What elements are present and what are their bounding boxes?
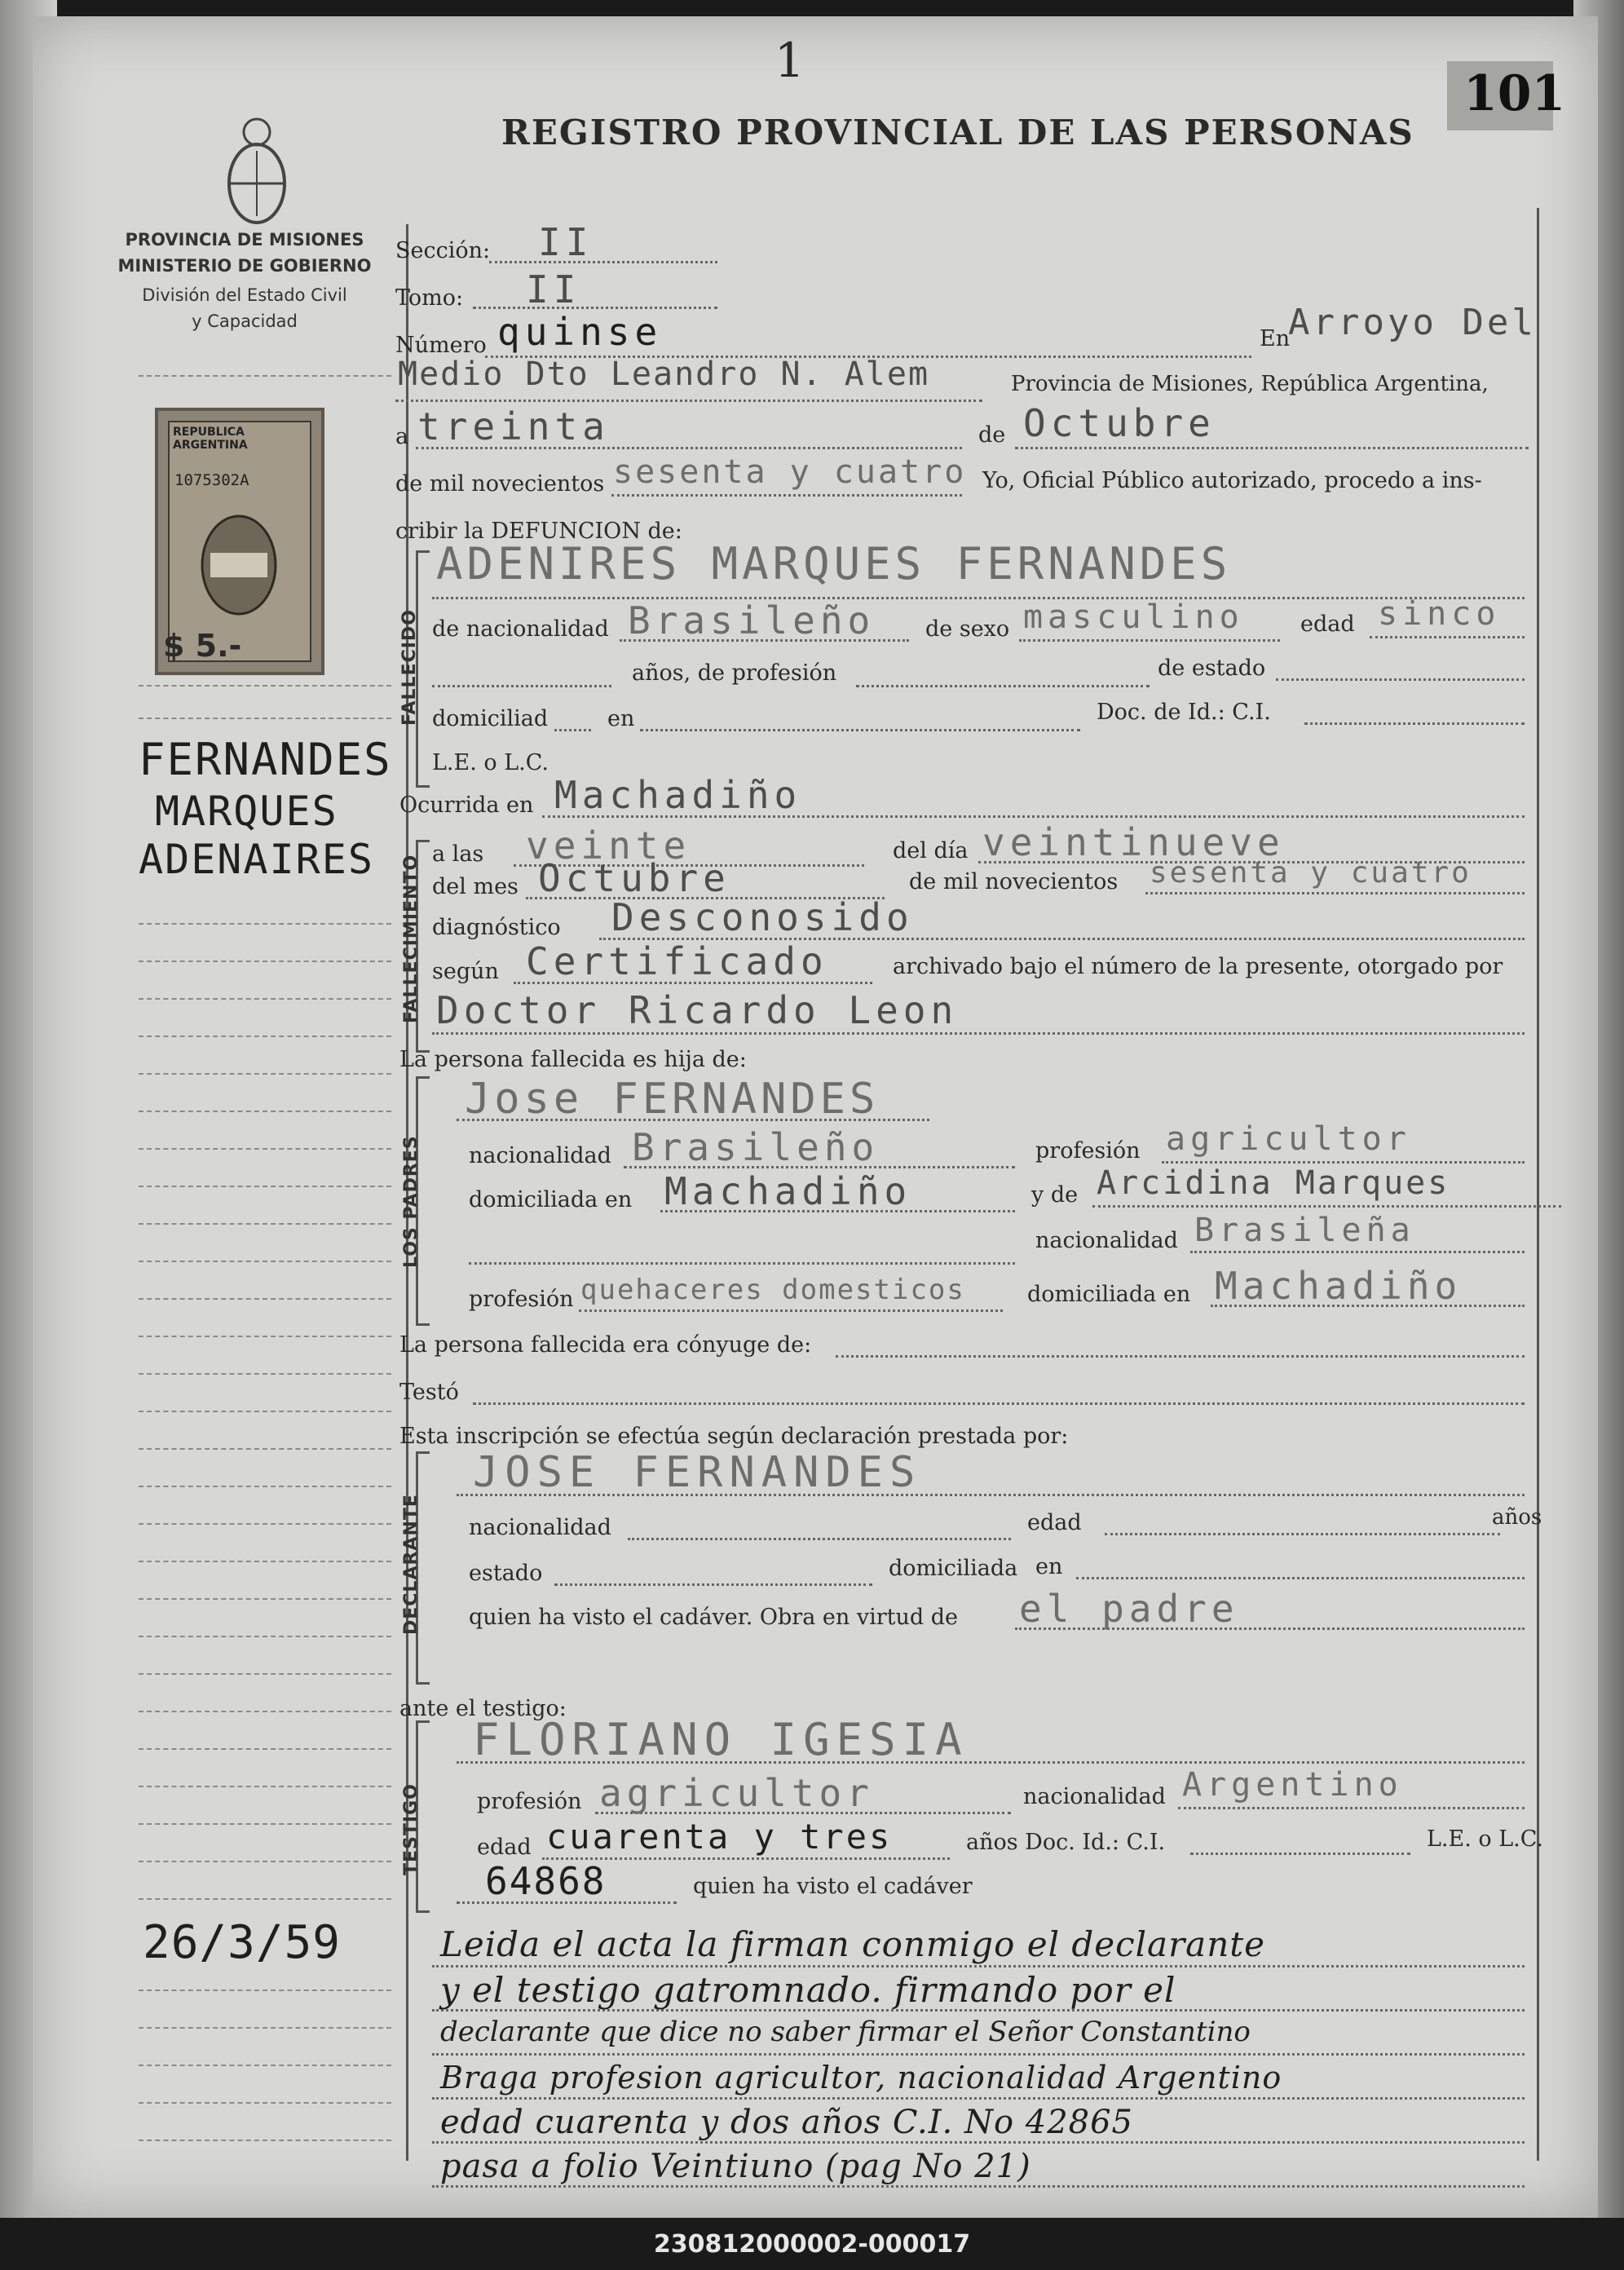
label-inscripcion: Esta inscripción se efectúa según declaración prestada por:: [399, 1424, 1069, 1449]
label-de-mil-nov: de mil novecientos: [909, 869, 1119, 894]
ministry-line2: MINISTERIO DE GOBIERNO: [117, 256, 372, 276]
label-edad-declarante: edad: [1027, 1510, 1082, 1535]
margin-surname1: FERNANDES: [139, 734, 392, 785]
coat-of-arms-icon: [224, 114, 289, 228]
anos-line: [432, 685, 611, 687]
seccion-line: [489, 261, 717, 263]
value-fallecido-nombre: ADENIRES MARQUES FERNANDES: [436, 538, 1232, 590]
label-profesion-testigo: profesión: [477, 1789, 582, 1814]
value-lugar2: Medio Dto Leandro N. Alem: [398, 356, 930, 393]
margin-rule: [139, 685, 391, 687]
value-fallecido-sexo: masculino: [1023, 598, 1244, 636]
note-line-1: [432, 1965, 1525, 1967]
margin-rule: [139, 1073, 391, 1075]
margin-rule: [139, 2027, 391, 2029]
label-domiciliada-padre: domiciliada en: [469, 1187, 633, 1212]
margin-rule: [139, 1636, 391, 1637]
value-declarante-nombre: JOSE FERNANDES: [473, 1448, 922, 1497]
value-tomo: II: [526, 267, 581, 311]
value-testigo-edad: cuarenta y tres: [546, 1817, 893, 1857]
margin-rule: [139, 1298, 391, 1300]
margin-rule: [139, 1673, 391, 1675]
declarante-estado-line: [554, 1583, 872, 1586]
value-mes-fallec: Octubre: [538, 856, 730, 900]
madre-extra-line: [469, 1262, 1015, 1265]
testigo-ci-line: [1190, 1853, 1410, 1855]
tomo-line: [473, 307, 717, 309]
stamp-number: 1075302A: [174, 471, 249, 489]
label-sexo: de sexo: [925, 616, 1010, 642]
label-ante-testigo: ante el testigo:: [399, 1696, 567, 1721]
value-dia-fallec: veintinueve: [982, 820, 1285, 864]
fallecido-name-line: [432, 597, 1525, 599]
margin-rule: [139, 1598, 391, 1600]
margin-rule: [139, 1861, 391, 1862]
label-estado: estado: [469, 1561, 543, 1586]
value-numero: quinse: [497, 310, 663, 354]
margin-rule: [139, 1486, 391, 1487]
madre-name-line: [1092, 1205, 1561, 1208]
stamp-value: $ 5.-: [163, 628, 242, 664]
label-provincia: Provincia de Misiones, República Argentina,: [1011, 372, 1489, 396]
madre-nac-line: [1190, 1251, 1525, 1253]
declarante-dom-line: [1076, 1577, 1525, 1579]
anio-fallec-line: [1145, 892, 1525, 894]
top-number: 1: [774, 33, 805, 88]
margin-rule: [139, 1448, 391, 1450]
margin-given-name: ADENAIRES: [139, 836, 374, 883]
page-title: REGISTRO PROVINCIAL DE LAS PERSONAS: [501, 113, 1414, 152]
margin-surname2: MARQUES: [155, 788, 338, 835]
label-tomo: Tomo:: [395, 285, 464, 311]
label-mil-novecientos: de mil novecientos: [395, 471, 605, 497]
label-cribir: cribir la DEFUNCION de:: [395, 519, 682, 544]
value-obra-virtud: el padre: [1019, 1587, 1239, 1631]
madre-prof-line: [579, 1309, 1003, 1312]
margin-rule: [139, 1990, 391, 1991]
label-domiciliada-madre: domiciliada en: [1027, 1282, 1191, 1307]
testo-line: [473, 1402, 1525, 1405]
section-padres: LOS PADRES: [401, 1135, 421, 1268]
label-conyuge: La persona fallecida era cónyuge de:: [399, 1332, 812, 1358]
value-madre-nacionalidad: Brasileña: [1194, 1212, 1415, 1249]
value-lugar1: Arroyo Del: [1288, 302, 1537, 343]
value-madre-nombre: Arcidina Marques: [1097, 1164, 1450, 1202]
section-declarante: DECLARANTE: [401, 1494, 421, 1635]
value-padre-nacionalidad: Brasileño: [632, 1125, 880, 1169]
label-nacionalidad-de: de nacionalidad: [432, 616, 609, 642]
label-en: En: [1260, 326, 1291, 351]
section-testigo: TESTIGO: [401, 1783, 421, 1875]
note-line-1-text: Leida el acta la firman conmigo el declarante: [440, 1924, 1265, 1964]
label-a: a: [395, 424, 409, 449]
footer-code: 230812000002-000017: [653, 2230, 971, 2259]
value-otorgado: Doctor Ricardo Leon: [436, 988, 959, 1032]
margin-rule: [139, 1523, 391, 1525]
value-hora: veinte: [526, 824, 691, 868]
declarante-edad-line: [1105, 1533, 1500, 1535]
margin-rule: [139, 2065, 391, 2066]
label-anos-profesion: años, de profesión: [632, 660, 837, 686]
label-anos: años: [1492, 1505, 1542, 1530]
right-border: [1537, 208, 1539, 2161]
label-anos-doc: años Doc. Id.: C.I.: [966, 1830, 1166, 1855]
margin-rule: [139, 1748, 391, 1750]
value-diagnostico: Desconosido: [611, 895, 914, 939]
label-le-lc-testigo: L.E. o L.C.: [1427, 1826, 1544, 1852]
value-anio-fallec: sesenta y cuatro: [1150, 856, 1472, 890]
note-line-5: [432, 2141, 1525, 2144]
margin-rule: [139, 1036, 391, 1037]
margin-rule: [139, 1786, 391, 1787]
label-a-las: a las: [432, 841, 484, 867]
label-domiciliad: domiciliad: [432, 706, 549, 731]
anio-line: [611, 494, 962, 497]
note-line-6: [432, 2185, 1525, 2188]
edad-line: [1370, 636, 1525, 638]
margin-rule: [139, 1823, 391, 1825]
label-profesion-madre: profesión: [469, 1287, 574, 1312]
label-profesion-padre: profesión: [1035, 1138, 1141, 1164]
ministry-line1: PROVINCIA DE MISIONES: [125, 230, 364, 250]
profesion-line: [856, 685, 1150, 687]
value-ocurrida: Machadiño: [554, 773, 802, 817]
label-numero: Número: [395, 333, 487, 358]
margin-rule: [139, 1336, 391, 1337]
label-hija-de: La persona fallecida es hija de:: [399, 1047, 747, 1072]
value-madre-domicilio: Machadiño: [1215, 1264, 1463, 1308]
lugar2-line: [395, 400, 982, 402]
margin-rule: [139, 1111, 391, 1112]
stamp-country: REPUBLICA ARGENTINA: [173, 426, 248, 452]
label-archivado: archivado bajo el número de la presente, otorgado por: [893, 954, 1503, 979]
margin-rule: [139, 1261, 391, 1262]
docid-line: [1304, 722, 1525, 725]
margin-rule: [139, 1186, 391, 1187]
label-ocurrida: Ocurrida en: [399, 793, 534, 818]
label-en2: en: [607, 706, 635, 731]
declarante-nac-line: [628, 1538, 1011, 1540]
margin-rule: [139, 998, 391, 1000]
label-en3: en: [1035, 1554, 1063, 1579]
ministry-line4: y Capacidad: [192, 311, 298, 331]
margin-rule: [139, 718, 391, 719]
value-testigo-ci: 64868: [485, 1859, 607, 1903]
section-fallecimiento: FALLECIMIENTO: [401, 854, 421, 1023]
section-fallecido: FALLECIDO: [399, 609, 420, 726]
note-line-6-text: pasa a folio Veintiuno (pag No 21): [440, 2148, 1031, 2185]
padre-prof-line: [1162, 1161, 1525, 1164]
value-padre-domicilio: Machadiño: [664, 1169, 912, 1213]
note-line-4: [432, 2097, 1525, 2100]
label-de-estado: de estado: [1158, 656, 1266, 681]
label-del-dia: del día: [893, 838, 969, 863]
label-le-lc: L.E. o L.C.: [432, 750, 549, 775]
margin-rule: [139, 2102, 391, 2104]
label-edad: edad: [1300, 612, 1355, 637]
note-line-4-text: Braga profesion agricultor, nacionalidad Argentino: [440, 2060, 1282, 2096]
value-madre-profesion: quehaceres domesticos: [580, 1274, 965, 1306]
note-line-3: [432, 2053, 1525, 2056]
label-del-mes: del mes: [432, 874, 519, 899]
label-testo: Testó: [399, 1380, 459, 1405]
domicilio-line: [640, 729, 1080, 731]
label-diagnostico: diagnóstico: [432, 915, 561, 940]
margin-date: 26/3/59: [143, 1916, 342, 1969]
label-domiciliada: domiciliada: [889, 1556, 1018, 1581]
label-nacionalidad-madre: nacionalidad: [1035, 1228, 1178, 1253]
note-line-2-text: y el testigo gatromnado. firmando por el: [440, 1970, 1176, 2010]
margin-rule: [139, 923, 391, 925]
value-mes: Octubre: [1023, 401, 1216, 445]
label-segun: según: [432, 959, 499, 984]
value-anio: sesenta y cuatro: [613, 453, 967, 491]
value-dia: treinta: [417, 404, 610, 448]
value-testigo-nombre: FLORIANO IGESIA: [473, 1714, 969, 1765]
domiciliad-line: [554, 729, 591, 731]
label-doc-id: Doc. de Id.: C.I.: [1097, 700, 1271, 725]
margin-rule: [139, 1898, 391, 1900]
label-cadaver: quien ha visto el cadáver. Obra en virtud de: [469, 1605, 959, 1630]
value-fallecido-edad: sinco: [1378, 595, 1501, 633]
margin-rule: [139, 1711, 391, 1712]
mes-line: [1015, 447, 1529, 449]
margin-rule: [139, 2140, 391, 2141]
value-fallecido-nacionalidad: Brasileño: [628, 598, 876, 643]
estado-line: [1276, 678, 1525, 681]
value-padre-nombre: Jose FERNANDES: [465, 1075, 880, 1124]
testigo-nac-line: [1178, 1807, 1525, 1809]
margin-rule: [139, 1223, 391, 1225]
register-page: [33, 16, 1598, 2218]
label-nacionalidad-declarante: nacionalidad: [469, 1515, 611, 1540]
note-line-5-text: edad cuarenta y dos años C.I. No 42865: [440, 2104, 1133, 2141]
folio-number: 101: [1463, 65, 1566, 122]
label-edad-testigo: edad: [477, 1835, 532, 1860]
label-y-de: y de: [1031, 1182, 1079, 1208]
note-line-3-text: declarante que dice no saber firmar el Señor Constantino: [440, 2016, 1251, 2048]
margin-rule: [139, 1561, 391, 1562]
otorgado-line: [432, 1032, 1525, 1035]
value-seccion: II: [538, 220, 594, 264]
label-nacionalidad-padre: nacionalidad: [469, 1143, 611, 1168]
margin-rule: [139, 1373, 391, 1375]
value-padre-profesion: agricultor: [1166, 1120, 1411, 1158]
margin-rule: [139, 1411, 391, 1412]
label-oficial: Yo, Oficial Público autorizado, procedo a ins-: [982, 468, 1482, 493]
margin-rule: [139, 1148, 391, 1150]
stamp-emblem-icon: [194, 504, 284, 626]
stamp-frame: [168, 421, 311, 662]
label-quien-cadaver: quien ha visto el cadáver: [693, 1874, 973, 1899]
value-testigo-nacionalidad: Argentino: [1182, 1766, 1403, 1804]
label-seccion: Sección:: [395, 238, 491, 263]
label-de: de: [978, 422, 1006, 448]
ministry-line3: División del Estado Civil: [142, 285, 347, 305]
label-nacionalidad-testigo: nacionalidad: [1023, 1784, 1166, 1809]
value-segun: Certificado: [526, 939, 828, 983]
value-testigo-profesion: agricultor: [599, 1771, 874, 1815]
conyuge-line: [836, 1355, 1525, 1358]
margin-rule: [139, 375, 391, 377]
sexo-line: [1019, 639, 1280, 642]
margin-rule: [139, 961, 391, 962]
